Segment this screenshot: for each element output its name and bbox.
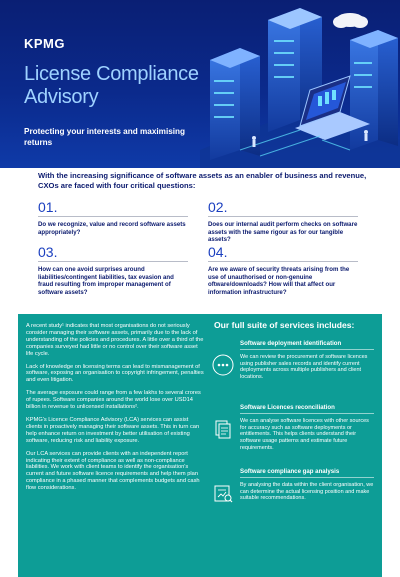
intro-text: With the increasing significance of software assets as an enabler of business and revenue, CXOs are faced with four critical questions: bbox=[38, 171, 367, 190]
body-paragraph: Lack of knowledge on licensing terms can lead to mismanagement of software, exposing an organisation to copyright infringement, penalties and even litigation. bbox=[26, 363, 204, 384]
kpmg-logo: KPMG bbox=[24, 36, 65, 51]
question-text: Do we recognize, value and record software assets appropriately? bbox=[38, 221, 186, 236]
question-2 bbox=[208, 199, 358, 244]
question-number: 01. bbox=[38, 199, 58, 215]
service-name: Software Licences reconciliation bbox=[240, 404, 335, 411]
body-paragraph: The average exposure could range from a few lakhs to several crores of rupees. Software companies around the world lose over USD14 billion in revenue to unlicensed installations². bbox=[26, 390, 201, 411]
body-text-column bbox=[26, 323, 204, 498]
page-title: License Compliance Advisory bbox=[24, 63, 199, 108]
services-panel bbox=[18, 314, 382, 577]
question-4 bbox=[208, 244, 358, 296]
divider bbox=[240, 349, 374, 350]
monitor-icon bbox=[212, 354, 234, 376]
question-number: 04. bbox=[208, 244, 228, 260]
service-description: We can analyse software licences with other sources for accuracy such as software deployments or entitlements. This helps clients understand their software usage patterns and estimate future requirements. bbox=[240, 418, 369, 451]
service-item bbox=[208, 464, 376, 528]
divider bbox=[38, 261, 188, 262]
services-column bbox=[208, 320, 376, 528]
page-subtitle: Protecting your interests and maximising returns bbox=[24, 127, 186, 147]
service-description: We can review the procurement of software licences using publisher sales records and identify current deployments across multiple publishers and client locations. bbox=[240, 354, 368, 381]
body-paragraph: KPMG's Licence Compliance Advisory (LCA) services can assist clients in proactively managing their software assets. This in turn can help enhance return on investment by better utilisation of existing software, reducing risk and liability exposure. bbox=[26, 416, 200, 444]
body-paragraph: Our LCA services can provide clients with an independent report indicating their extent of compliance as well as non-compliance liabilities. We work with client teams to identify the organisation's current and future software licence requirements and help them plan compliance in a phased manner that complements budgets and cash flow considerations. bbox=[26, 450, 200, 492]
question-number: 03. bbox=[38, 244, 58, 260]
question-text: How can one avoid surprises around liabilities/contingent liabilities, tax evasion and fraud resulting from improper management of software assets? bbox=[38, 266, 174, 296]
body-paragraph: A recent study¹ indicates that most organisations do not seriously consider managing their software assets, primarily due to the lack of understanding of the policies and procedures. A little over a third of the companies surveyed had little or no control over their software asset life cycle. bbox=[26, 323, 204, 357]
question-number: 02. bbox=[208, 199, 228, 215]
question-1 bbox=[38, 199, 188, 236]
services-title: Our full suite of services includes: bbox=[214, 320, 355, 330]
analysis-icon bbox=[212, 482, 234, 504]
service-item bbox=[208, 400, 376, 464]
isometric-datacenter-illustration bbox=[200, 0, 400, 168]
question-text: Does our internal audit perform checks on software assets with the same rigour as for our tangible assets? bbox=[208, 221, 358, 244]
divider bbox=[208, 216, 358, 217]
question-3 bbox=[38, 244, 188, 296]
service-name: Software compliance gap analysis bbox=[240, 468, 340, 475]
divider bbox=[240, 477, 374, 478]
documents-icon bbox=[212, 418, 234, 440]
service-item bbox=[208, 336, 376, 400]
service-name: Software deployment identification bbox=[240, 340, 342, 347]
hero-banner bbox=[0, 0, 400, 168]
question-text: Are we aware of security threats arising from the use of unauthorised or non-genuine oftware/downloads? How will that affect our information infrastructure? bbox=[208, 266, 350, 296]
divider bbox=[38, 216, 188, 217]
divider bbox=[208, 261, 358, 262]
divider bbox=[240, 413, 374, 414]
service-description: By analysing the data within the client organisation, we can determine the actual licensing position and make suitable recommendations. bbox=[240, 482, 374, 502]
